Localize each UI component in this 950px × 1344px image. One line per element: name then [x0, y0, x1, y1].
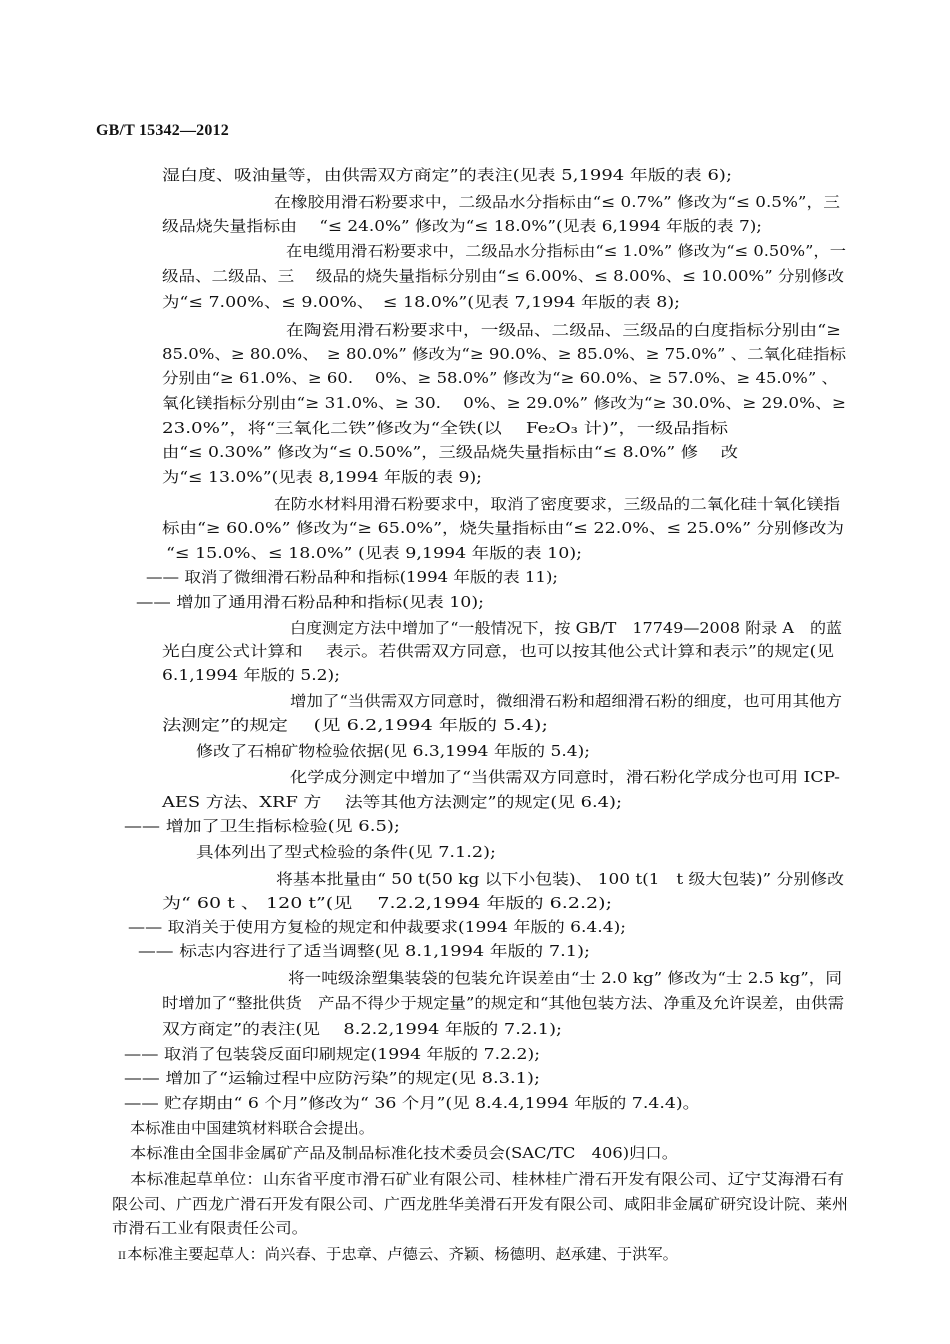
text-line: 限公司、广西龙广滑石开发有限公司、广西龙胜华美滑石开发有限公司、咸阳非金属矿研究设计院、莱州: [112, 1195, 848, 1213]
text-line: —— 贮存期由“ 6 个月”修改为“ 36 个月”(见 8.4.4,1994 年版的 7.4.4)。: [124, 1094, 700, 1112]
text-line-with-page-number: [118, 1244, 678, 1267]
text-line: —— 增加了“运输过程中应防污染”的规定(见 8.3.1);: [124, 1069, 540, 1087]
text-line: 级品、二级品、三 级品的烧失量指标分别由“≤ 6.00%、≤ 8.00%、≤ 10.00%” 分别修改: [162, 267, 844, 285]
text-line: 85.0%、≥ 80.0%、 ≥ 80.0%” 修改为“≥ 90.0%、≥ 85.0%、≥ 75.0%” 、二氧化硅指标: [162, 345, 846, 363]
text-line: 为“≤ 7.00%、≤ 9.00%、 ≤ 18.0%”(见表 7,1994 年版的表 8);: [162, 293, 680, 311]
text-line: 将一吨级涂塑集装袋的包装允许误差由“士 2.0 kg” 修改为“士 2.5 kg”，同: [288, 969, 842, 987]
text-line: 化学成分测定中增加了“当供需双方同意时，滑石粉化学成分也可用 ICP-: [290, 768, 840, 786]
text-line: 光白度公式计算和 表示。若供需双方同意，也可以按其他公式计算和表示”的规定(见: [162, 642, 834, 660]
text-line: 为“≤ 13.0%”(见表 8,1994 年版的表 9);: [162, 468, 482, 486]
text-line: —— 取消了微细滑石粉品种和指标(1994 年版的表 11);: [146, 568, 558, 586]
text-line: 湿白度、吸油量等，由供需双方商定”的表注(见表 5,1994 年版的表 6);: [162, 166, 732, 184]
text-line: 23.0%”，将“三氧化二铁”修改为“全铁(以 Fe₂O₃ 计)”，一级品指标: [162, 419, 728, 437]
text-line: 本标准由全国非金属矿产品及制品标准化技术委员会(SAC/TC 406)归口。: [130, 1144, 678, 1162]
text-line: 时增加了“整批供货 产品不得少于规定量”的规定和“其他包装方法、净重及允许误差，由供需: [162, 994, 844, 1012]
standard-code-header: GB/T 15342—2012: [96, 122, 229, 139]
text-line: 在陶瓷用滑石粉要求中，一级品、二级品、三级品的白度指标分别由“≥: [286, 321, 841, 339]
text-line: 修改了石棉矿物检验依据(见 6.3,1994 年版的 5.4);: [196, 742, 590, 760]
text-line: 法测定”的规定 (见 6.2,1994 年版的 5.4);: [162, 716, 548, 734]
text-line: 本标准由中国建筑材料联合会提出。: [130, 1119, 374, 1137]
text-line: 6.1,1994 年版的 5.2);: [162, 666, 340, 684]
text-line: 为“ 60 t 、 120 t”(见 7.2.2,1994 年版的 6.2.2);: [162, 894, 612, 912]
text-line: AES 方法、XRF 方 法等其他方法测定”的规定(见 6.4);: [162, 793, 622, 811]
text-line: 在橡胶用滑石粉要求中，二级品水分指标由“≤ 0.7%” 修改为“≤ 0.5%”，三: [274, 193, 840, 211]
text-line: —— 增加了卫生指标检验(见 6.5);: [124, 817, 400, 835]
text-line: —— 取消了包装袋反面印刷规定(1994 年版的 7.2.2);: [124, 1045, 540, 1063]
text-line: —— 标志内容进行了适当调整(见 8.1,1994 年版的 7.1);: [138, 942, 590, 960]
text-line: 双方商定”的表注(见 8.2.2,1994 年版的 7.2.1);: [162, 1020, 562, 1038]
text-line: “≤ 15.0%、≤ 18.0%” (见表 9,1994 年版的表 10);: [166, 544, 582, 562]
text-line: 本标准起草单位：山东省平度市滑石矿业有限公司、桂林桂广滑石开发有限公司、辽宁艾海滑石有: [130, 1170, 844, 1188]
text-line: 氧化镁指标分别由“≥ 31.0%、≥ 30. 0%、≥ 29.0%” 修改为“≥ 30.0%、≥ 29.0%、≥: [162, 394, 846, 412]
text-line: 分别由“≥ 61.0%、≥ 60. 0%、≥ 58.0%” 修改为“≥ 60.0%、≥ 57.0%、≥ 45.0%” 、: [162, 369, 838, 387]
text-line: 由“≤ 0.30%” 修改为“≤ 0.50%”，三级品烧失量指标由“≤ 8.0%” 修 改: [162, 443, 738, 461]
text-line: —— 增加了通用滑石粉品种和指标(见表 10);: [136, 593, 484, 611]
text-line: 增加了“当供需双方同意时，微细滑石粉和超细滑石粉的细度，也可用其他方: [290, 692, 842, 710]
text-line: 白度测定方法中增加了“一般情况下，按 GB/T 17749—2008 附录 A 的蓝: [290, 619, 842, 637]
text-line: 本标准主要起草人：尚兴春、于忠章、卢德云、齐颖、杨德明、赵承建、于洪军。: [127, 1245, 678, 1263]
text-line: 具体列出了型式检验的条件(见 7.1.2);: [196, 843, 496, 861]
text-line: 市滑石工业有限责任公司。: [112, 1219, 308, 1237]
text-line: 在防水材料用滑石粉要求中，取消了密度要求，三级品的二氧化硅十氧化镁指: [274, 495, 840, 513]
text-line: 在电缆用滑石粉要求中，二级品水分指标由“≤ 1.0%” 修改为“≤ 0.50%”，一: [286, 242, 846, 260]
text-line: 将基本批量由“ 50 t(50 kg 以下小包装)、 100 t(1 t 级大包装)” 分别修改: [276, 870, 844, 888]
text-line: —— 取消关于使用方复检的规定和仲裁要求(1994 年版的 6.4.4);: [128, 918, 626, 936]
page-number: II: [118, 1251, 127, 1262]
text-line: 标由“≥ 60.0%” 修改为“≥ 65.0%”，烧失量指标由“≤ 22.0%、≤ 25.0%” 分别修改为: [162, 519, 844, 537]
text-line: 级品烧失量指标由 “≤ 24.0%” 修改为“≤ 18.0%”(见表 6,1994 年版的表 7);: [162, 217, 762, 235]
